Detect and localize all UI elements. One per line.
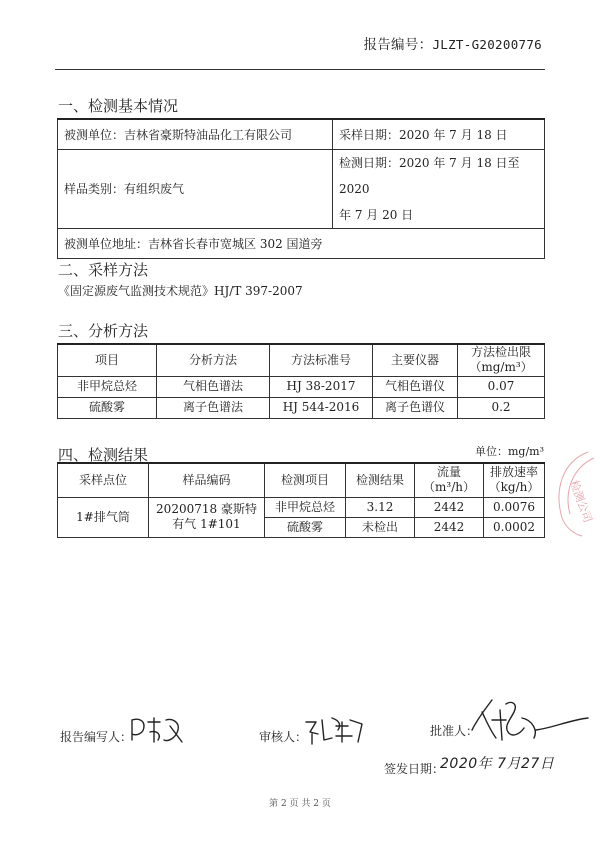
header-rule <box>55 69 545 70</box>
row1-method: 气相色谱法 <box>157 376 270 397</box>
r1-rate: 0.0076 <box>484 497 545 517</box>
row1-instrument: 气相色谱仪 <box>373 376 458 397</box>
analysis-method-table <box>57 343 545 419</box>
writer-signature <box>128 712 188 746</box>
r1-flow: 2442 <box>415 497 484 517</box>
sampling-date-label: 采样日期： <box>339 127 400 142</box>
sampling-date-value: 2020 年 7 月 18 日 <box>399 127 508 142</box>
section1-title: 一、检测基本情况 <box>58 97 179 115</box>
svg-text:检测公司: 检测公司 <box>567 478 595 525</box>
test-date-label: 检测日期： <box>339 155 400 170</box>
r2-result: 未检出 <box>346 517 415 537</box>
row2-limit: 0.2 <box>458 397 545 418</box>
col-flow <box>415 463 484 497</box>
r2-flow: 2442 <box>415 517 484 537</box>
reviewer-signature <box>302 712 366 746</box>
section3-title: 三、分析方法 <box>58 322 149 340</box>
sampling-point: 1#排气筒 <box>58 497 149 537</box>
test-date-line2: 年 7 月 20 日 <box>339 207 414 222</box>
tested-unit-cell <box>58 119 333 149</box>
sample-code-line2: 有气 1#101 <box>172 517 241 531</box>
col-flow-label: 流量 <box>436 465 461 480</box>
test-date-line1: 2020 年 7 月 18 日至 2020 <box>339 155 520 196</box>
col-method: 分析方法 <box>157 344 270 376</box>
r1-item: 非甲烷总烃 <box>265 497 346 517</box>
row1-standard: HJ 38-2017 <box>270 376 373 397</box>
col-sample-code: 样品编码 <box>149 463 265 497</box>
test-date-cell <box>333 149 545 228</box>
tested-unit-label: 被测单位： <box>64 127 125 142</box>
address-value: 吉林省长春市宽城区 302 国道旁 <box>148 236 323 251</box>
writer-label: 报告编写人： <box>60 730 133 744</box>
reviewer-label: 审核人： <box>259 730 308 744</box>
sample-code-line1: 20200718 豪斯特 <box>156 502 257 516</box>
sampling-method: 《固定源废气监测技术规范》HJ/T 397-2007 <box>58 284 303 298</box>
row2-method: 离子色谱法 <box>157 397 270 418</box>
col-standard: 方法标准号 <box>270 344 373 376</box>
r1-result: 3.12 <box>346 497 415 517</box>
row2-standard: HJ 544-2016 <box>270 397 373 418</box>
row1-limit: 0.07 <box>458 376 545 397</box>
address-label: 被测单位地址： <box>64 236 149 251</box>
unit-note: 单位：mg/m³ <box>474 445 544 458</box>
col-rate-label: 排放速率 <box>489 465 538 480</box>
report-number-label: 报告编号： <box>363 37 433 53</box>
col-result: 检测结果 <box>346 463 415 497</box>
col-test-item: 检测项目 <box>265 463 346 497</box>
sampling-date-cell <box>333 119 545 149</box>
r2-rate: 0.0002 <box>484 517 545 537</box>
row1-item: 非甲烷总烃 <box>58 376 157 397</box>
sample-code <box>149 497 265 537</box>
col-flow-unit: （m³/h） <box>423 480 475 495</box>
col-rate-unit: （kg/h） <box>488 480 540 495</box>
col-limit-unit: （mg/m³） <box>469 360 533 375</box>
col-instrument: 主要仪器 <box>373 344 458 376</box>
report-number <box>363 33 542 53</box>
stamp-seal <box>548 448 600 538</box>
col-rate <box>484 463 545 497</box>
issue-date-label: 签发日期： <box>384 762 445 776</box>
approver-signature <box>462 690 592 750</box>
sample-type-cell <box>58 149 333 228</box>
page-number: 第 2 页 共 2 页 <box>269 799 331 809</box>
report-number-value: JLZT-G20200776 <box>432 37 542 52</box>
col-item: 项目 <box>58 344 157 376</box>
r2-item: 硫酸雾 <box>265 517 346 537</box>
row2-item: 硫酸雾 <box>58 397 157 418</box>
table-row <box>58 497 545 517</box>
issue-date-handwritten: 2020年 7月27日 <box>440 756 555 772</box>
col-limit <box>458 344 545 376</box>
table-row <box>58 397 545 418</box>
section2-title: 二、采样方法 <box>58 261 149 279</box>
approver-label: 批准人： <box>430 724 479 738</box>
basic-info-table <box>57 118 545 259</box>
address-cell <box>58 228 545 258</box>
tested-unit-value: 吉林省豪斯特油品化工有限公司 <box>124 127 293 142</box>
section4-title: 四、检测结果 <box>58 446 149 464</box>
row2-instrument: 离子色谱仪 <box>373 397 458 418</box>
col-limit-label: 方法检出限 <box>470 345 531 360</box>
sample-type-value: 有组织废气 <box>124 182 185 196</box>
col-point: 采样点位 <box>58 463 149 497</box>
table-row <box>58 376 545 397</box>
sample-type-label: 样品类别： <box>64 182 125 196</box>
result-table <box>57 462 545 538</box>
